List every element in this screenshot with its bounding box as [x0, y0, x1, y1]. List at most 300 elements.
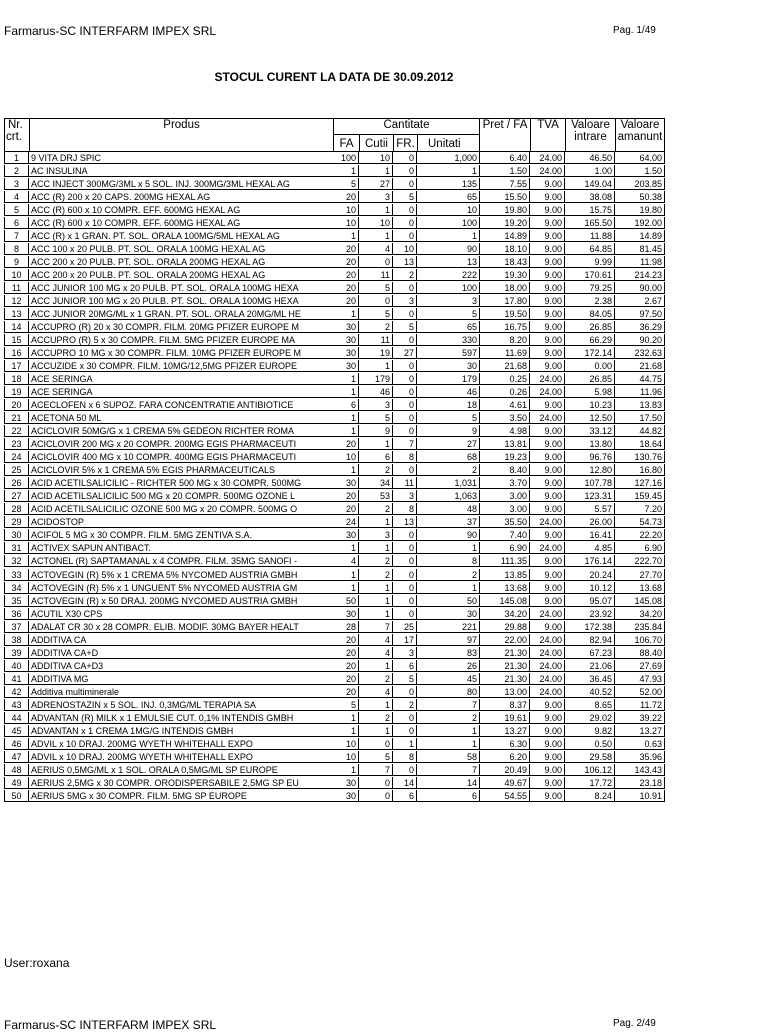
table-row: [4, 555, 661, 568]
row-pret: 6.40: [479, 152, 530, 164]
row-pret: 18.10: [479, 243, 530, 255]
row-cutii: 1: [359, 608, 393, 620]
valoare-intrare-line2: intrare: [574, 131, 607, 143]
row-pret: 13.85: [479, 569, 530, 581]
row-valoare-intrare: 40.52: [565, 686, 615, 698]
row-produs: ADDITIVA CA: [29, 634, 333, 646]
row-valoare-amanunt: 11.98: [615, 256, 665, 268]
row-tva: 9.00: [530, 308, 565, 320]
row-unitati: 3: [417, 295, 479, 307]
row-produs: ADDITIVA MG: [29, 673, 333, 685]
page-number: Pag. 1/49: [613, 25, 656, 36]
tva-header: [530, 118, 566, 152]
row-pret: 8.20: [479, 334, 530, 346]
row-nr: 23: [4, 438, 29, 450]
row-fr: 0: [393, 308, 417, 320]
row-cutii: 3: [359, 399, 393, 411]
row-pret: 13.68: [479, 582, 530, 594]
row-valoare-intrare: 20.24: [565, 569, 615, 581]
row-cutii: 3: [359, 529, 393, 541]
table-row: [4, 595, 661, 608]
row-valoare-amanunt: 47.93: [615, 673, 665, 685]
row-fa: 20: [333, 256, 359, 268]
row-pret: 54.55: [479, 790, 530, 802]
row-cutii: 4: [359, 686, 393, 698]
row-nr: 7: [4, 230, 29, 242]
next-page-number: Pag. 2/49: [613, 1018, 656, 1029]
pret-header: [479, 118, 531, 152]
row-valoare-amanunt: 97.50: [615, 308, 665, 320]
row-valoare-intrare: 176.14: [565, 555, 615, 567]
row-fa: 5: [333, 178, 359, 190]
row-fr: 0: [393, 360, 417, 372]
row-cutii: 7: [359, 764, 393, 776]
row-fa: 30: [333, 790, 359, 802]
row-unitati: 5: [417, 308, 479, 320]
table-row: [4, 165, 661, 178]
table-row: [4, 608, 661, 621]
row-produs: ACTOVEGIN (R) 5% x 1 UNGUENT 5% NYCOMED AUSTRIA GM: [29, 582, 333, 594]
row-valoare-amanunt: 10.91: [615, 790, 665, 802]
row-nr: 17: [4, 360, 29, 372]
row-tva: 9.00: [530, 764, 565, 776]
row-produs: ADVIL x 10 DRAJ. 200MG WYETH WHITEHALL EXPO: [29, 738, 333, 750]
row-valoare-intrare: 9.82: [565, 725, 615, 737]
table-row: [4, 647, 661, 660]
table-row: [4, 542, 661, 555]
row-unitati: 2: [417, 569, 479, 581]
row-cutii: 4: [359, 243, 393, 255]
table-row: [4, 725, 661, 738]
row-fa: 20: [333, 660, 359, 672]
row-nr: 49: [4, 777, 29, 789]
row-nr: 6: [4, 217, 29, 229]
row-produs: ACCUPRO (R) 5 x 30 COMPR. FILM. 5MG PFIZER EUROPE MA: [29, 334, 333, 346]
row-fa: 1: [333, 542, 359, 554]
row-pret: 21.30: [479, 660, 530, 672]
row-valoare-amanunt: 27.70: [615, 569, 665, 581]
row-unitati: 8: [417, 555, 479, 567]
row-cutii: 0: [359, 790, 393, 802]
row-cutii: 46: [359, 386, 393, 398]
row-nr: 18: [4, 373, 29, 385]
row-cutii: 10: [359, 152, 393, 164]
row-valoare-amanunt: 7.20: [615, 503, 665, 515]
row-unitati: 7: [417, 764, 479, 776]
row-tva: 9.00: [530, 595, 565, 607]
row-produs: ACID ACETILSALICILIC - RICHTER 500 MG x 30 COMPR. 500MG: [29, 477, 333, 489]
table-row: [4, 738, 661, 751]
row-pret: 16.75: [479, 321, 530, 333]
row-valoare-intrare: 8.24: [565, 790, 615, 802]
row-nr: 11: [4, 282, 29, 294]
row-tva: 9.00: [530, 217, 565, 229]
row-nr: 21: [4, 412, 29, 424]
row-tva: 24.00: [530, 412, 565, 424]
row-produs: ACTOVEGIN (R) x 50 DRAJ. 200MG NYCOMED AUSTRIA GMBH: [29, 595, 333, 607]
row-cutii: 0: [359, 256, 393, 268]
row-fa: 1: [333, 425, 359, 437]
row-fa: 50: [333, 595, 359, 607]
row-produs: ACCUZIDE x 30 COMPR. FILM. 10MG/12,5MG PFIZER EUROPE: [29, 360, 333, 372]
row-fr: 7: [393, 438, 417, 450]
row-cutii: 179: [359, 373, 393, 385]
row-nr: 3: [4, 178, 29, 190]
row-valoare-amanunt: 192.00: [615, 217, 665, 229]
row-unitati: 83: [417, 647, 479, 659]
row-valoare-intrare: 10.12: [565, 582, 615, 594]
row-fr: 0: [393, 686, 417, 698]
row-valoare-intrare: 0.00: [565, 360, 615, 372]
row-nr: 41: [4, 673, 29, 685]
row-tva: 9.00: [530, 282, 565, 294]
row-fr: 2: [393, 269, 417, 281]
row-valoare-intrare: 165.50: [565, 217, 615, 229]
row-produs: AC INSULINA: [29, 165, 333, 177]
row-produs: 9 VITA DRJ SPIC: [29, 152, 333, 164]
row-tva: 24.00: [530, 373, 565, 385]
row-unitati: 10: [417, 204, 479, 216]
row-pret: 6.30: [479, 738, 530, 750]
row-cutii: 1: [359, 725, 393, 737]
table-row: [4, 529, 661, 542]
row-valoare-intrare: 66.29: [565, 334, 615, 346]
row-valoare-intrare: 23.92: [565, 608, 615, 620]
row-cutii: 11: [359, 269, 393, 281]
row-valoare-amanunt: 235.84: [615, 621, 665, 633]
row-tva: 9.00: [530, 477, 565, 489]
table-body: [4, 152, 661, 803]
row-tva: 9.00: [530, 569, 565, 581]
cutii-header: Cutii: [359, 134, 394, 152]
row-unitati: 6: [417, 790, 479, 802]
row-valoare-amanunt: 36.29: [615, 321, 665, 333]
row-nr: 14: [4, 321, 29, 333]
row-tva: 9.00: [530, 751, 565, 763]
row-valoare-intrare: 84.05: [565, 308, 615, 320]
row-fa: 30: [333, 334, 359, 346]
row-unitati: 1: [417, 582, 479, 594]
row-pret: 13.81: [479, 438, 530, 450]
row-valoare-amanunt: 22.20: [615, 529, 665, 541]
row-fa: 1: [333, 725, 359, 737]
row-tva: 9.00: [530, 243, 565, 255]
row-fr: 0: [393, 569, 417, 581]
row-valoare-intrare: 2.38: [565, 295, 615, 307]
row-valoare-intrare: 38.08: [565, 191, 615, 203]
row-cutii: 5: [359, 412, 393, 424]
row-fr: 0: [393, 178, 417, 190]
row-fr: 11: [393, 477, 417, 489]
row-produs: ACE SERINGA: [29, 386, 333, 398]
row-produs: ADRENOSTAZIN x 5 SOL. INJ. 0,3MG/ML TERAPIA SA: [29, 699, 333, 711]
row-fr: 0: [393, 399, 417, 411]
table-row: [4, 282, 661, 295]
row-produs: ACICLOVIR 400 MG x 10 COMPR. 400MG EGIS PHARMACEUTI: [29, 451, 333, 463]
row-fa: 20: [333, 634, 359, 646]
tva-header-label: TVA: [537, 119, 559, 131]
table-row: [4, 386, 661, 399]
row-produs: ACC (R) 200 x 20 CAPS. 200MG HEXAL AG: [29, 191, 333, 203]
cantitate-header-label: Cantitate: [383, 119, 430, 131]
row-tva: 9.00: [530, 777, 565, 789]
row-pret: 7.40: [479, 529, 530, 541]
row-produs: ACICLOVIR 5% x 1 CREMA 5% EGIS PHARMACEUTICALS: [29, 464, 333, 476]
row-tva: 9.00: [530, 451, 565, 463]
row-valoare-amanunt: 90.20: [615, 334, 665, 346]
table-row: [4, 425, 661, 438]
row-fa: 20: [333, 438, 359, 450]
row-fr: 17: [393, 634, 417, 646]
row-tva: 9.00: [530, 399, 565, 411]
table-row: [4, 503, 661, 516]
row-fa: 5: [333, 699, 359, 711]
row-nr: 50: [4, 790, 29, 802]
row-unitati: 100: [417, 217, 479, 229]
row-cutii: 2: [359, 569, 393, 581]
row-cutii: 1: [359, 542, 393, 554]
row-valoare-intrare: 26.00: [565, 516, 615, 528]
valoare-intrare-line1: Valoare: [571, 119, 610, 131]
row-valoare-amanunt: 81.45: [615, 243, 665, 255]
row-pret: 13.00: [479, 686, 530, 698]
row-pret: 4.98: [479, 425, 530, 437]
row-nr: 20: [4, 399, 29, 411]
row-produs: ACC (R) 600 x 10 COMPR. EFF. 600MG HEXAL AG: [29, 217, 333, 229]
row-cutii: 1: [359, 230, 393, 242]
row-fa: 20: [333, 295, 359, 307]
row-fa: 30: [333, 360, 359, 372]
row-produs: ADDITIVA CA+D: [29, 647, 333, 659]
table-row: [4, 269, 661, 282]
row-valoare-intrare: 107.78: [565, 477, 615, 489]
row-cutii: 1: [359, 582, 393, 594]
row-unitati: 1: [417, 542, 479, 554]
row-fr: 6: [393, 790, 417, 802]
row-valoare-amanunt: 2.67: [615, 295, 665, 307]
row-produs: ADVANTAN (R) MILK x 1 EMULSIE CUT. 0,1% INTENDIS GMBH: [29, 712, 333, 724]
row-tva: 9.00: [530, 321, 565, 333]
row-valoare-amanunt: 54.73: [615, 516, 665, 528]
row-cutii: 2: [359, 555, 393, 567]
row-valoare-amanunt: 13.83: [615, 399, 665, 411]
row-unitati: 68: [417, 451, 479, 463]
row-tva: 9.00: [530, 438, 565, 450]
row-nr: 45: [4, 725, 29, 737]
table-row: [4, 243, 661, 256]
row-valoare-amanunt: 14.89: [615, 230, 665, 242]
table-row: [4, 321, 661, 334]
row-pret: 35.50: [479, 516, 530, 528]
row-pret: 18.43: [479, 256, 530, 268]
row-nr: 22: [4, 425, 29, 437]
row-fa: 100: [333, 152, 359, 164]
table-row: [4, 451, 661, 464]
row-tva: 9.00: [530, 269, 565, 281]
row-valoare-amanunt: 222.70: [615, 555, 665, 567]
table-row: [4, 634, 661, 647]
row-valoare-intrare: 67.23: [565, 647, 615, 659]
row-unitati: 1: [417, 230, 479, 242]
row-fr: 0: [393, 386, 417, 398]
row-valoare-amanunt: 52.00: [615, 686, 665, 698]
row-valoare-amanunt: 159.45: [615, 490, 665, 502]
row-cutii: 1: [359, 516, 393, 528]
row-fr: 0: [393, 152, 417, 164]
row-fa: 1: [333, 569, 359, 581]
row-pret: 21.68: [479, 360, 530, 372]
row-fa: 20: [333, 243, 359, 255]
row-nr: 8: [4, 243, 29, 255]
row-produs: ADALAT CR 30 x 28 COMPR. ELIB. MODIF. 30MG BAYER HEALT: [29, 621, 333, 633]
row-produs: ACC JUNIOR 20MG/ML x 1 GRAN. PT. SOL. ORALA 20MG/ML HE: [29, 308, 333, 320]
row-cutii: 1: [359, 660, 393, 672]
row-pret: 19.30: [479, 269, 530, 281]
row-fa: 1: [333, 230, 359, 242]
row-valoare-intrare: 9.99: [565, 256, 615, 268]
row-produs: ADDITIVA CA+D3: [29, 660, 333, 672]
row-pret: 8.37: [479, 699, 530, 711]
row-fa: 10: [333, 738, 359, 750]
row-tva: 9.00: [530, 347, 565, 359]
row-valoare-amanunt: 11.96: [615, 386, 665, 398]
row-tva: 9.00: [530, 178, 565, 190]
row-unitati: 100: [417, 282, 479, 294]
row-pret: 3.00: [479, 490, 530, 502]
row-valoare-amanunt: 13.27: [615, 725, 665, 737]
row-cutii: 27: [359, 178, 393, 190]
row-pret: 8.40: [479, 464, 530, 476]
row-produs: ACIFOL 5 MG x 30 COMPR. FILM. 5MG ZENTIVA S.A.: [29, 529, 333, 541]
row-fa: 28: [333, 621, 359, 633]
row-fa: 1: [333, 165, 359, 177]
row-pret: 49.67: [479, 777, 530, 789]
row-tva: 9.00: [530, 699, 565, 711]
row-valoare-intrare: 4.85: [565, 542, 615, 554]
row-pret: 3.00: [479, 503, 530, 515]
row-valoare-intrare: 10.23: [565, 399, 615, 411]
row-fa: 20: [333, 503, 359, 515]
row-tva: 9.00: [530, 204, 565, 216]
row-fr: 0: [393, 582, 417, 594]
row-fr: 13: [393, 256, 417, 268]
row-fr: 0: [393, 282, 417, 294]
row-nr: 32: [4, 555, 29, 567]
row-tva: 24.00: [530, 634, 565, 646]
row-tva: 24.00: [530, 673, 565, 685]
row-fr: 0: [393, 595, 417, 607]
row-pret: 19.50: [479, 308, 530, 320]
row-valoare-intrare: 8.65: [565, 699, 615, 711]
row-tva: 24.00: [530, 608, 565, 620]
row-cutii: 3: [359, 191, 393, 203]
row-valoare-intrare: 17.72: [565, 777, 615, 789]
row-fa: 30: [333, 529, 359, 541]
table-row: [4, 347, 661, 360]
row-valoare-amanunt: 88.40: [615, 647, 665, 659]
row-fr: 0: [393, 217, 417, 229]
nr-header: Nr.: [8, 119, 23, 131]
row-nr: 5: [4, 204, 29, 216]
row-valoare-amanunt: 44.75: [615, 373, 665, 385]
row-fr: 0: [393, 555, 417, 567]
row-unitati: 45: [417, 673, 479, 685]
row-nr: 31: [4, 542, 29, 554]
row-nr: 16: [4, 347, 29, 359]
row-produs: ACTIVEX SAPUN ANTIBACT.: [29, 542, 333, 554]
row-unitati: 1,000: [417, 152, 479, 164]
row-unitati: 48: [417, 503, 479, 515]
row-valoare-amanunt: 203.85: [615, 178, 665, 190]
table-row: [4, 660, 661, 673]
produs-header-label: Produs: [163, 119, 200, 131]
row-valoare-intrare: 29.02: [565, 712, 615, 724]
row-cutii: 7: [359, 621, 393, 633]
row-pret: 15.50: [479, 191, 530, 203]
row-unitati: 1: [417, 738, 479, 750]
row-fr: 0: [393, 764, 417, 776]
row-tva: 9.00: [530, 738, 565, 750]
stock-table: [4, 118, 661, 803]
row-tva: 24.00: [530, 542, 565, 554]
row-nr: 36: [4, 608, 29, 620]
row-valoare-amanunt: 16.80: [615, 464, 665, 476]
row-valoare-intrare: 79.25: [565, 282, 615, 294]
table-row: [4, 673, 661, 686]
row-tva: 9.00: [530, 712, 565, 724]
row-valoare-amanunt: 127.16: [615, 477, 665, 489]
row-unitati: 65: [417, 191, 479, 203]
row-cutii: 4: [359, 647, 393, 659]
table-row: [4, 777, 661, 790]
table-row: [4, 412, 661, 425]
row-valoare-intrare: 82.94: [565, 634, 615, 646]
row-fr: 0: [393, 542, 417, 554]
next-page-company: Farmarus-SC INTERFARM IMPEX SRL: [4, 1018, 217, 1032]
row-nr: 27: [4, 490, 29, 502]
row-fr: 5: [393, 673, 417, 685]
row-valoare-amanunt: 39.22: [615, 712, 665, 724]
nr-header-box: [4, 118, 30, 152]
row-fr: 8: [393, 451, 417, 463]
row-produs: ACECLOFEN x 6 SUPOZ. FARA CONCENTRATIE ANTIBIOTICE: [29, 399, 333, 411]
row-tva: 9.00: [530, 230, 565, 242]
table-row: [4, 582, 661, 595]
table-row: [4, 686, 661, 699]
row-fa: 1: [333, 582, 359, 594]
row-tva: 9.00: [530, 529, 565, 541]
row-tva: 9.00: [530, 256, 565, 268]
row-fa: 10: [333, 451, 359, 463]
row-fa: 30: [333, 777, 359, 789]
row-pret: 6.90: [479, 542, 530, 554]
table-row: [4, 438, 661, 451]
row-produs: ACTOVEGIN (R) 5% x 1 CREMA 5% NYCOMED AUSTRIA GMBH: [29, 569, 333, 581]
row-nr: 42: [4, 686, 29, 698]
row-valoare-amanunt: 64.00: [615, 152, 665, 164]
row-valoare-amanunt: 13.68: [615, 582, 665, 594]
row-valoare-intrare: 26.85: [565, 321, 615, 333]
row-tva: 24.00: [530, 686, 565, 698]
row-valoare-amanunt: 0.63: [615, 738, 665, 750]
row-pret: 19.61: [479, 712, 530, 724]
row-valoare-intrare: 33.12: [565, 425, 615, 437]
row-valoare-intrare: 12.80: [565, 464, 615, 476]
row-valoare-amanunt: 90.00: [615, 282, 665, 294]
row-nr: 37: [4, 621, 29, 633]
table-header: [4, 118, 661, 152]
row-valoare-amanunt: 1.50: [615, 165, 665, 177]
